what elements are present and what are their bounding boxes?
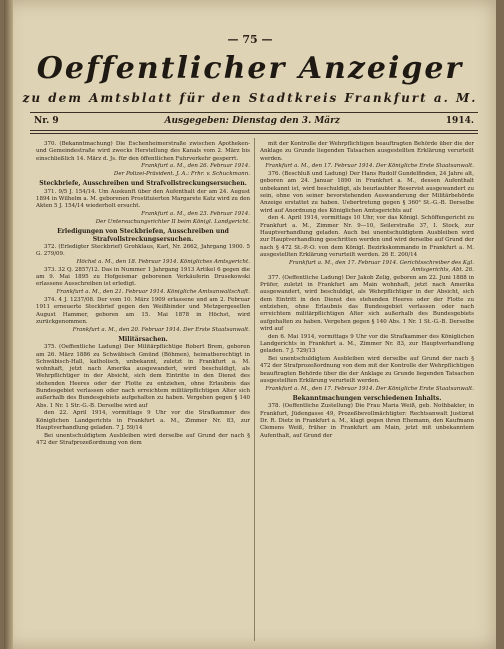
signature-line: Frankfurt a. M., den 17. Februar 1914. Gerichtsschreiber des Kgl. Amtsgerichts, Abt. 26. — [288, 259, 474, 274]
notice-paragraph: mit der Kontrolle der Wehrpflichtigen beauftragten Behörde über die der Anklage zu Grunde liegenden Tatsachen ausgestellten Erklärung verurteilt werden. — [260, 141, 474, 162]
notice-paragraph: 376. (Beschluß und Ladung) Der Hans Rudolf Gundelfinden, 24 Jahre alt, geboren am 24. Januar 1890 in Frankfurt a. M., dessen Aufenthalt unbekannt ist, wird beschuldigt, als beurlaubter Reservist ausgewandert zu sein, ohne von seiner bevorstehenden Auswanderung der Militärbehörde Anzeige erstattet zu haben. Uebertretung gegen § 360³ St.-G.-B. Derselbe wird auf Anordnung des Königlichen Amtsgerichts auf — [260, 171, 474, 214]
signature-line: Frankfurt a. M., den 26. Februar 1914. — [141, 163, 250, 170]
notice-paragraph: 370. (Bekanntmachung) Die Eschenheimerstraße zwischen Apotheken- und Gemeindestraße wird zwecks Herstellung des Kanals vom 2. März bis einschließlich 14. März d. Js. für den öffentlichen Fuhrverkehr gesperrt. — [36, 141, 250, 162]
issue-year: 1914. — [445, 116, 474, 126]
page-number: — 75 — — [227, 33, 273, 46]
notice-paragraph: Bei unentschuldigtem Ausbleiben wird derselbe auf Grund der nach § 472 der Strafprozeßordnung von dem mit der Kontrolle der Wehrpflichtigen beauftragten Behörde über die der Anklage zu Grunde liegenden Tatsachen ausgestellten Erklärung verurteilt werden. — [260, 356, 474, 384]
signature-line: Der Untersuchungsrichter II beim Königl. Landgericht. — [95, 218, 250, 225]
issue-date: Ausgegeben: Dienstag den 3. März — [164, 116, 340, 126]
notice-paragraph: 372. (Erledigter Steckbrief) Grohklaus, Karl, Nr. 2662, Jahrgang 1900. 5 G. 279/09. — [36, 243, 250, 258]
signature-line: Höchst a. M., den 18. Februar 1914. Königliches Amtsgericht. — [76, 258, 250, 265]
section-heading: Bekanntmachungen verschiedenen Inhalts. — [292, 395, 442, 403]
signature-line: Frankfurt a. M., den 23. Februar 1914. — [141, 211, 250, 218]
notice-paragraph: 371. 9/5 J. 154/14. Um Auskunft über den Aufenthalt der am 24. August 1894 in Wilhelm a. M. geborenen Prostituierten Margarete Katz wird zu den Akten 5 J. 154/14 wiederholt ersucht. — [36, 188, 250, 210]
right-column — [260, 141, 474, 641]
signature-line: Der Polizei-Präsident. J. A.: Frhr. v. Schuckmann. — [113, 171, 250, 178]
notice-paragraph: 375. (Oeffentliche Ladung) Der Militärpflichtige Robert Brem, geboren am 26. März 1886 zu Schwäbisch Gmünd (Böhmen), heimatberechtigt in Schwäbisch-Hall, katholisch, unbekannt, zuletzt in Frankfurt a. M. wohnhaft, jetzt nach Amerika ausgewandert, wird beschuldigt, als Wehrpflichtiger in der Absicht, sich dem Eintritte in den Dienst des stehenden Heeres oder der Flotte zu entziehen, ohne Erlaubnis das Bundesgebiet verlassen oder nach erreichtem militärpflichtigen Alter sich außerhalb des Bundesgebiets aufgehalten zu haben. Vergehen gegen § 140 Abs. 1 Nr. 1 Str.-G.-B. Derselbe wird auf — [36, 344, 250, 409]
notice-paragraph: den 4. April 1914, vormittags 10 Uhr, vor das Königl. Schöffengericht zu Frankfurt a. M., Zimmer Nr. 9—10, Seilerstraße 37, I. Stock, zur Hauptverhandlung geladen. Auch bei unentschuldigtem Ausbleiben wird zur Hauptverhandlung geschritten werden und wird derselbe auf Grund der nach § 472 St.-P.-O. von dem Königl. Bezirkskommando in Frankfurt a. M. ausgestellten Erklärung verurteilt werden. 26 E. 200/14 — [260, 215, 474, 258]
signature-line: Frankfurt a. M., den 17. Februar 1914. Der Königliche Erste Staatsanwalt. — [265, 385, 474, 392]
section-heading: Steckbriefe, Ausschreiben und Strafvollstreckungsersuchen. — [39, 180, 247, 188]
notice-paragraph: 373. 32 Q. 2857/12. Das in Nummer 1 Jahrgang 1913 Artikel 6 gegen die am 9. Mai 1895 zu Hofgeismar geborenen Verkäuferin Drusekowski erlassene Ausschreiben ist erledigt. — [36, 266, 250, 288]
header-rule-bottom — [30, 130, 478, 131]
notice-paragraph: Bei unentschuldigtem Ausbleiben wird derselbe auf Grund der nach § 472 der Strafprozeßordnung von dem — [36, 432, 250, 447]
signature-line: Frankfurt a. M., den 17. Februar 1914. Der Königliche Erste Staatsanwalt. — [265, 163, 474, 170]
masthead-subtitle: zu dem Amtsblatt für den Stadtkreis Frankfurt a. M. — [22, 91, 478, 105]
signature-line: Frankfurt a. M., den 21. Februar 1914. Königliche Amtsanwaltschaft. — [56, 289, 250, 296]
notice-paragraph: 377. (Oeffentliche Ladung) Der Jakob Zelig, geboren am 22. Juni 1888 in Prüfer, zuletzt in Frankfurt am Main wohnhaft, jetzt nach Amerika ausgewandert, wird beschuldigt, als Wehrpflichtiger in der Absicht, sich dem Eintritt in den Dienst des stehenden Heeres oder der Flotte zu entziehen, ohne Erlaubnis das Bundesgebiet verlassen oder nach erreichtem militärpflichtigen Alter sich außerhalb des Bundesgebiets aufgehalten zu haben. Vergehen gegen § 140 Abs. 1 Nr. 1 St.-G.-B. Derselbe wird auf — [260, 274, 474, 332]
notice-paragraph: den 6. Mai 1914, vormittags 9 Uhr vor die Strafkammer des Königlichen Landgerichts in Frankfurt a. M., Zimmer Nr. 83, zur Hauptverhandlung geladen. 7 J. 729/13 — [260, 333, 474, 355]
issue-number: Nr. 9 — [34, 116, 59, 126]
left-column — [36, 141, 250, 641]
section-heading: Militärsachen. — [118, 335, 168, 343]
masthead-title: Oeffentlicher Anzeiger — [36, 51, 464, 86]
newspaper-page — [4, 0, 496, 649]
notice-paragraph: den 22. April 1914, vormittags 9 Uhr vor die Strafkammer des Königlichen Landgerichts in Frankfurt a. M., Zimmer Nr. 83, zur Hauptverhandlung geladen. 7 J. 59/14 — [36, 410, 250, 431]
header-rule-double — [30, 133, 478, 134]
issue-line — [34, 116, 474, 126]
notice-paragraph: 374. 4 J. 1237/08. Der vom 10. März 1909 erlassene und am 2. Februar 1911 erneuerte Steckbrief gegen den Weißbinder und Metzgergesellen August Hammer, geboren am 15. Mai 1878 in Höchst, wird zurückgenommen. — [36, 296, 250, 325]
signature-line: Frankfurt a. M., den 20. Februar 1914. Der Erste Staatsanwalt. — [72, 326, 250, 333]
column-divider — [254, 138, 255, 641]
notice-paragraph: 378. (Oeffentliche Zustellung) Die Frau Maria Weiß, geb. Nothbakter, in Frankfurt, Jüdengasse 49, Prozeßbevollmächtigter: Rechtsanwalt Justizrat Dr. R. Dietz in Frankfurt a. M., klagt gegen ihren Ehemann, den Kaufmann Clemens Weiß, früher in Frankfurt am Main, jetzt mit unbekanntem Aufenthalt, auf Grund der — [260, 403, 474, 439]
header-rule-top — [30, 112, 478, 113]
section-heading: Erledigungen von Steckbriefen, Ausschreiben und Strafvollstreckungsersuchen. — [57, 228, 229, 243]
